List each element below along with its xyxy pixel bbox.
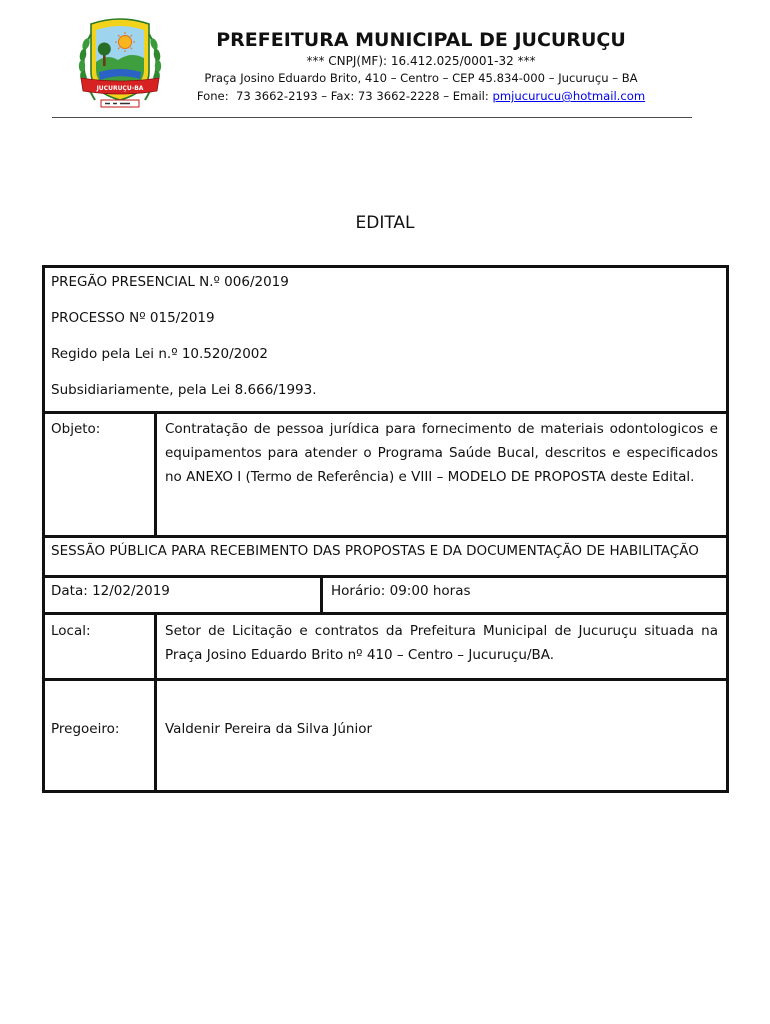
objeto-text-line: equipamentos para atender o Programa Saúde Bucal, descritos e especificados xyxy=(165,445,718,461)
session-time: Horário: 09:00 horas xyxy=(331,583,471,599)
date-ribbon xyxy=(101,100,139,107)
header-contact xyxy=(172,88,670,104)
header-title: PREFEITURA MUNICIPAL DE JUCURUÇU xyxy=(216,29,626,51)
objeto-label: Objeto: xyxy=(45,414,157,535)
contact-text: Fone: 73 3662-2193 – Fax: 73 3662-2228 – Email: xyxy=(196,89,493,103)
sun-icon xyxy=(115,32,135,52)
objeto-text-line: Contratação de pessoa jurídica para fornecimento de materiais odontologicos e xyxy=(165,421,718,437)
pregao-number: PREGÃO PRESENCIAL N.º 006/2019 xyxy=(51,274,289,290)
header-divider xyxy=(52,117,692,118)
subsidiary-law: Subsidiariamente, pela Lei 8.666/1993. xyxy=(51,382,317,398)
local-text-line: Praça Josino Eduardo Brito nº 410 – Centro – Jucuruçu/BA. xyxy=(165,647,555,663)
header-cnpj: *** CNPJ(MF): 16.412.025/0001-32 *** xyxy=(306,54,536,68)
banner-text: JUCURUÇU-BA xyxy=(96,85,144,92)
objeto-row xyxy=(45,414,726,538)
document-title: EDITAL xyxy=(355,213,415,233)
session-date: Data: 12/02/2019 xyxy=(45,578,323,612)
local-text-line: Setor de Licitação e contratos da Prefeitura Municipal de Jucuruçu situada na xyxy=(165,623,718,639)
session-heading: SESSÃO PÚBLICA PARA RECEBIMENTO DAS PROPOSTAS E DA DOCUMENTAÇÃO DE HABILITAÇÃO xyxy=(45,538,726,578)
header-address: Praça Josino Eduardo Brito, 410 – Centro – CEP 45.834-000 – Jucuruçu – BA xyxy=(204,71,638,85)
pregoeiro-name: Valdenir Pereira da Silva Júnior xyxy=(165,721,373,737)
objeto-text-line: no ANEXO I (Termo de Referência) e VIII – MODELO DE PROPOSTA deste Edital. xyxy=(165,469,695,485)
regulation-law: Regido pela Lei n.º 10.520/2002 xyxy=(51,346,268,362)
municipal-seal-logo xyxy=(77,14,163,114)
local-text xyxy=(157,615,726,678)
procedure-info-block xyxy=(45,268,726,414)
edital-summary-table xyxy=(42,265,729,793)
objeto-text xyxy=(157,414,726,535)
pregoeiro-label: Pregoeiro: xyxy=(45,681,157,790)
pregoeiro-row xyxy=(45,681,726,790)
schedule-row xyxy=(45,578,726,615)
processo-number: PROCESSO Nº 015/2019 xyxy=(51,310,215,326)
local-label: Local: xyxy=(45,615,157,678)
local-row xyxy=(45,615,726,681)
email-link[interactable]: pmjucurucu@hotmail.com xyxy=(492,89,646,103)
